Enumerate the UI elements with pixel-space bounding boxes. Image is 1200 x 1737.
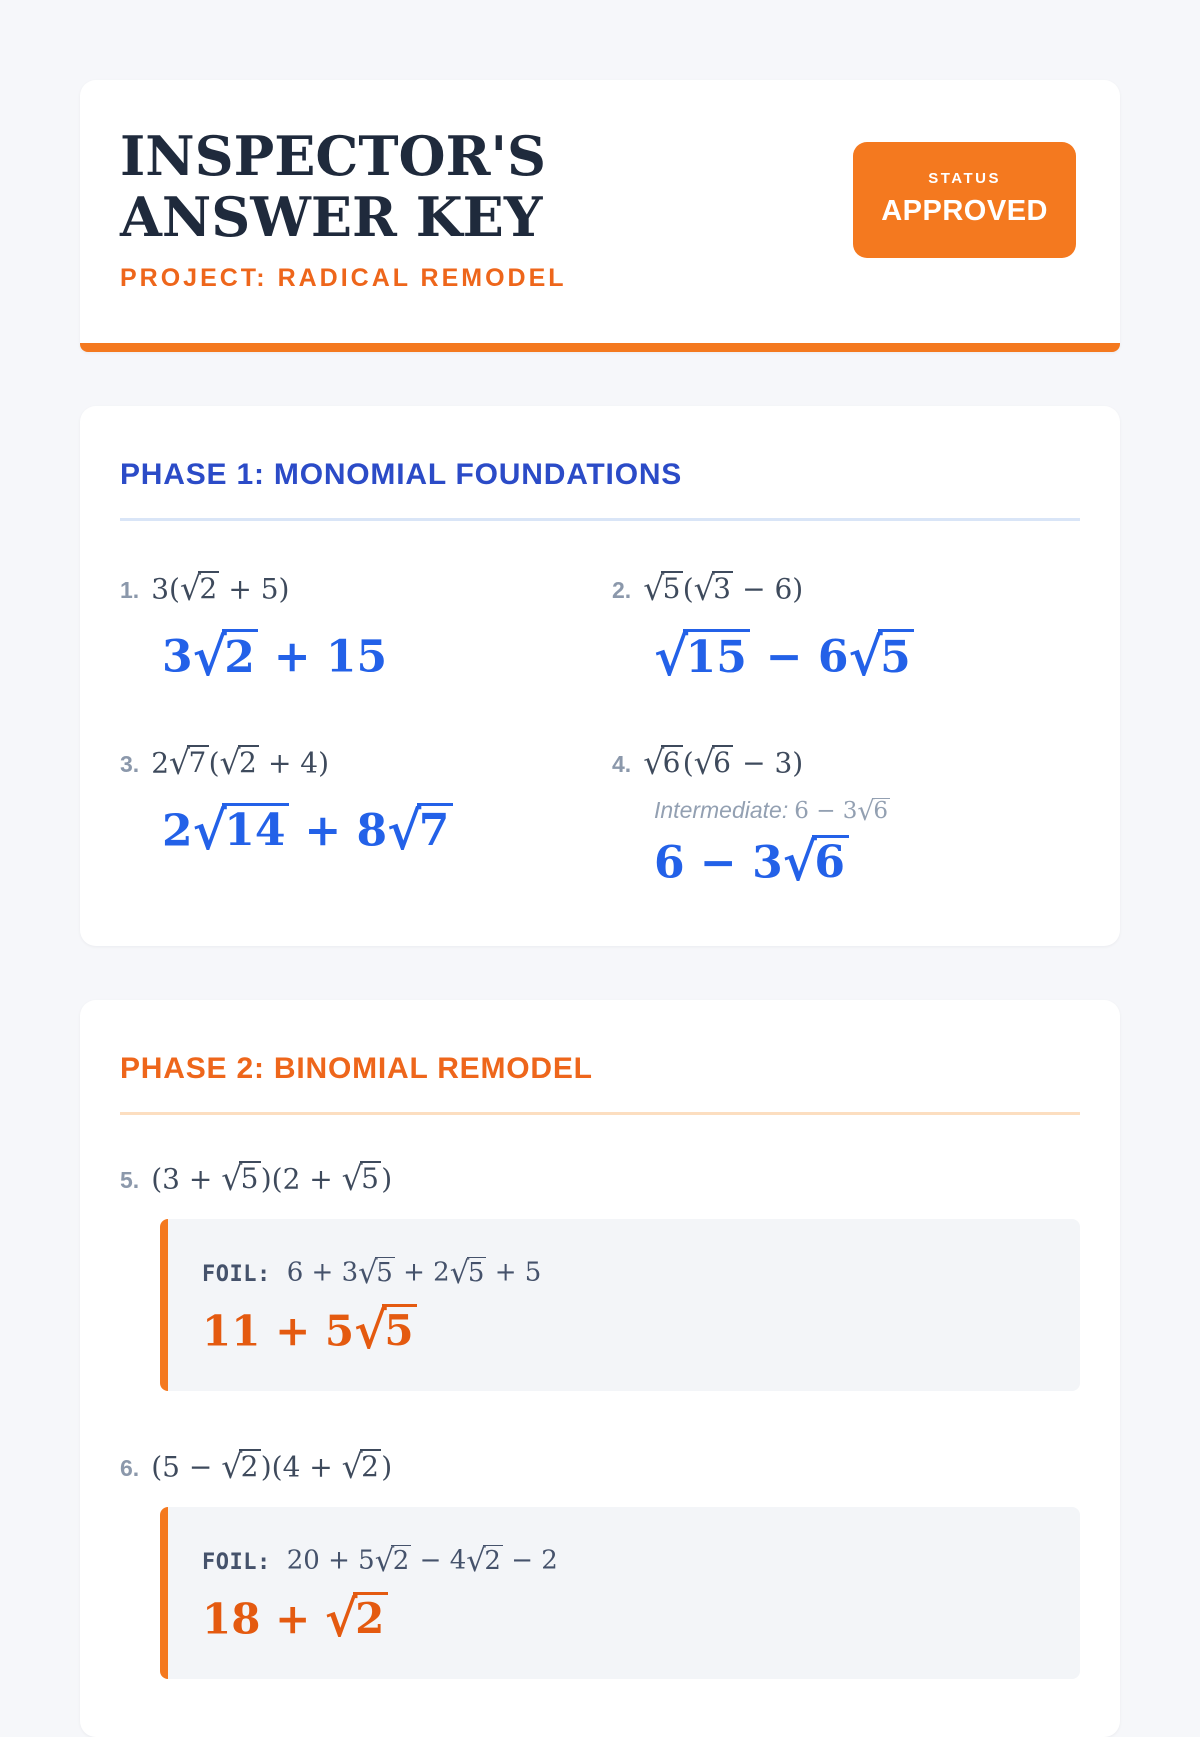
intermediate-expression: 6 − 3√6 bbox=[794, 795, 889, 827]
problem-3-answer: 2√14 + 8√7 bbox=[162, 803, 588, 856]
problem-2-number: 2. bbox=[612, 577, 632, 604]
problem-1-head bbox=[120, 569, 588, 609]
problem-2 bbox=[612, 569, 1080, 688]
intermediate-label: Intermediate: bbox=[654, 797, 789, 823]
header-card bbox=[80, 80, 1120, 352]
problem-4-expression: √6(√6 − 3) bbox=[643, 742, 804, 782]
problem-4-head bbox=[612, 742, 1080, 782]
problem-3-head bbox=[120, 742, 588, 782]
problem-5-head bbox=[120, 1159, 1080, 1199]
problem-6 bbox=[120, 1449, 1080, 1679]
status-value: APPROVED bbox=[881, 195, 1048, 227]
problem-2-answer: √15 − 6√5 bbox=[654, 629, 1080, 682]
foil-expression: 6 + 3√5 + 2√5 + 5 bbox=[286, 1255, 542, 1291]
phase1-section bbox=[80, 406, 1120, 946]
problem-6-number: 6. bbox=[120, 1455, 140, 1482]
problem-5-number: 5. bbox=[120, 1167, 140, 1194]
problem-6-work-box bbox=[160, 1507, 1080, 1679]
problem-5-answer: 11 + 5√5 bbox=[202, 1304, 1048, 1355]
problem-6-foil-line bbox=[202, 1543, 1048, 1579]
header-text-block bbox=[120, 126, 800, 293]
status-label: STATUS bbox=[928, 170, 1001, 187]
foil-expression: 20 + 5√2 − 4√2 − 2 bbox=[286, 1543, 558, 1579]
project-subtitle: PROJECT: RADICAL REMODEL bbox=[120, 264, 567, 293]
problem-4-number: 4. bbox=[612, 751, 632, 777]
problem-4 bbox=[612, 742, 1080, 894]
phase2-heading: PHASE 2: BINOMIAL REMODEL bbox=[120, 1052, 1080, 1115]
problem-2-expression: √5(√3 − 6) bbox=[643, 569, 804, 609]
problem-1-answer: 3√2 + 15 bbox=[162, 626, 388, 688]
phase2-section bbox=[80, 1000, 1120, 1737]
problem-6-expression: (5 − √2)(4 + √2) bbox=[151, 1447, 393, 1487]
problem-5-work-box bbox=[160, 1219, 1080, 1391]
problem-3-expression: 2√7(√2 + 4) bbox=[151, 742, 330, 782]
problem-5-foil-line bbox=[202, 1255, 1048, 1291]
problem-2-head bbox=[612, 569, 1080, 609]
page-title: INSPECTOR'S ANSWER KEY bbox=[120, 124, 546, 250]
problem-1 bbox=[120, 569, 588, 688]
status-badge bbox=[853, 142, 1076, 258]
problem-1-expression: 3(√2 + 5) bbox=[151, 569, 290, 609]
foil-label: FOIL: bbox=[202, 1549, 271, 1575]
phase1-problems-grid bbox=[120, 569, 1080, 894]
problem-6-head bbox=[120, 1447, 1080, 1487]
problem-5-expression: (3 + √5)(2 + √5) bbox=[151, 1159, 393, 1199]
problem-5 bbox=[120, 1161, 1080, 1391]
phase1-heading: PHASE 1: MONOMIAL FOUNDATIONS bbox=[120, 458, 1080, 521]
foil-label: FOIL: bbox=[202, 1261, 271, 1287]
problem-6-answer: 18 + √2 bbox=[202, 1592, 1048, 1643]
problem-4-intermediate bbox=[654, 797, 1080, 825]
problem-3 bbox=[120, 742, 588, 888]
problem-1-number: 1. bbox=[120, 577, 140, 604]
problem-4-answer: 6 − 3√6 bbox=[654, 835, 1080, 888]
problem-3-number: 3. bbox=[120, 751, 140, 777]
